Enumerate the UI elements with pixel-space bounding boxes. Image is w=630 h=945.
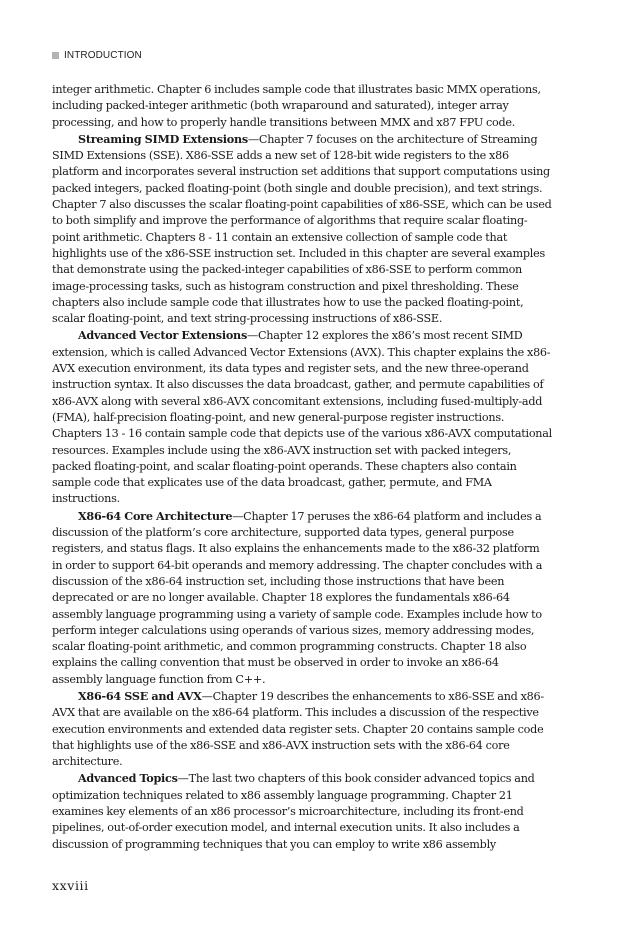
- running-header: [52, 50, 142, 61]
- paragraph-mmx-continuation: [52, 82, 552, 131]
- gray-square-icon: [52, 52, 59, 59]
- paragraph-text: —Chapter 19 describes the enhancements to x86-SSE and x86-AVX that are available on the x86-64 platform. This includes a discussion of the respective execution environments and extended data register sets. Chapter 20 contains sample code that highlights use of the x86-SSE and x86-AVX instruction sets with the x86-64 core architecture.: [52, 689, 544, 769]
- paragraph-text: —Chapter 17 peruses the x86-64 platform and includes a discussion of the platform’s core architecture, supported data types, general purpose registers, and status flags. It also explains the enhancements made to the x86-32 platform in order to support 64-bit operands and memory addressing. The chapter concludes with a discussion of the x86-64 instruction set, including those instructions that have been deprecated or are no longer available. Chapter 18 explores the fundamentals x86-64 assembly language programming using a variety of sample code. Examples include how to perform integer calculations using operands of various sizes, memory addressing modes, scalar floating-point arithmetic, and common programming constructs. Chapter 18 also explains the calling convention that must be observed in order to invoke an x86-64 assembly language function from C++.: [52, 509, 543, 686]
- paragraph-heading: Advanced Vector Extensions: [78, 328, 247, 343]
- running-header-label: INTRODUCTION: [64, 50, 142, 61]
- paragraph-advanced-topics: [52, 770, 552, 852]
- paragraph-heading: Advanced Topics: [78, 771, 178, 786]
- paragraph-text: integer arithmetic. Chapter 6 includes sample code that illustrates basic MMX operations, including packed-integer arithmetic (both wraparound and saturated), integer array processing, and how to properly handle transitions between MMX and x87 FPU code.: [52, 83, 541, 129]
- paragraph-text: —Chapter 7 focuses on the architecture of Streaming SIMD Extensions (SSE). X86-SSE adds a new set of 128-bit wide registers to the x86 platform and incorporates several instruction set additions that support computations using packed integers, packed floating-point (both single and double precision), and text strings. Chapter 7 also discusses the scalar floating-point capabilities of x86-SSE, which can be used to both simplify and improve the performance of algorithms that require scalar floating-point arithmetic. Chapters 8 - 11 contain an extensive collection of sample code that highlights use of the x86-SSE instruction set. Included in this chapter are several examples that demonstrate using the packed-integer capabilities of x86-SSE to perform common image-processing tasks, such as histogram construction and pixel thresholding. These chapters also include sample code that illustrates how to use the packed floating-point, scalar floating-point, and text string-processing instructions of x86-SSE.: [52, 132, 552, 326]
- paragraph-text: —Chapter 12 explores the x86’s most recent SIMD extension, which is called Advanced Vector Extensions (AVX). This chapter explains the x86-AVX execution environment, its data types and register sets, and the new three-operand instruction syntax. It also discusses the data broadcast, gather, and permute capabilities of x86-AVX along with several x86-AVX concomitant extensions, including fused-multiply-add (FMA), half-precision floating-point, and new general-purpose register instructions. Chapters 13 - 16 contain sample code that depicts use of the various x86-AVX computational resources. Examples include using the x86-AVX instruction set with packed integers, packed floating-point, and scalar floating-point operands. These chapters also contain sample code that explicates use of the data broadcast, gather, permute, and FMA instructions.: [52, 329, 553, 506]
- paragraph-text: —The last two chapters of this book consider advanced topics and optimization techniques related to x86 assembly language programming. Chapter 21 examines key elements of an x86 processor’s microarchitecture, including its front-end pipelines, out-of-order execution model, and internal execution units. It also includes a discussion of programming techniques that you can employ to write x86 assembly: [52, 772, 535, 851]
- paragraph-sse: [52, 131, 552, 328]
- paragraph-heading: X86-64 Core Architecture: [78, 508, 233, 523]
- paragraph-x86-64-sse-avx: [52, 688, 552, 770]
- paragraph-heading: X86-64 SSE and AVX: [78, 688, 202, 703]
- body-text: [52, 82, 552, 853]
- paragraph-heading: Streaming SIMD Extensions: [78, 131, 248, 146]
- page-number: xxviii: [52, 878, 89, 893]
- paragraph-x86-64-core: [52, 508, 552, 688]
- paragraph-avx: [52, 327, 552, 507]
